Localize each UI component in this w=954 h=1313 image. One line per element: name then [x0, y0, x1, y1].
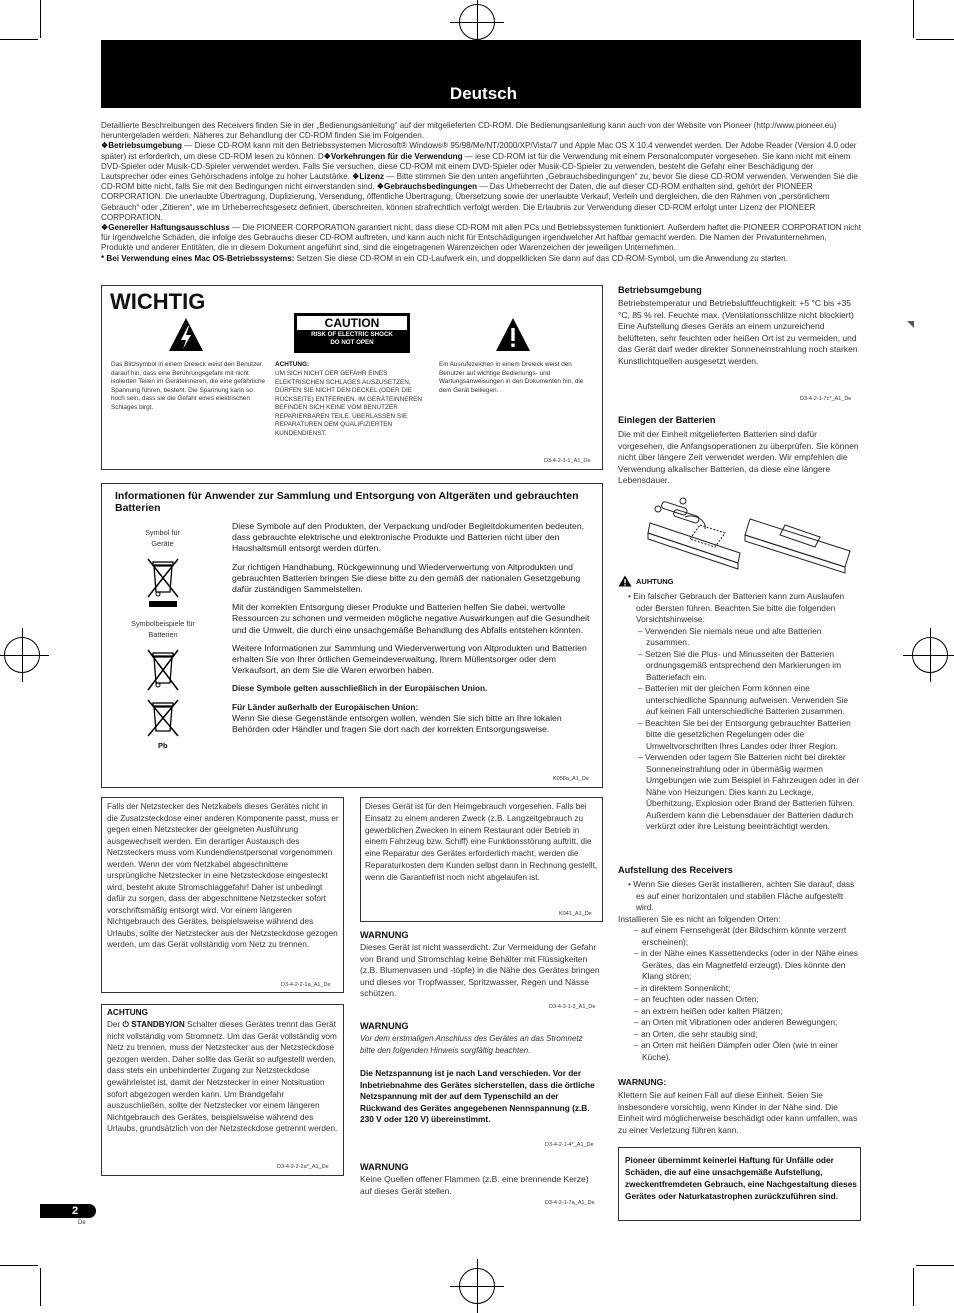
- pb-label: Pb: [158, 741, 168, 750]
- wichtig-code: D3-4-2-1-1_A1_De: [544, 458, 591, 464]
- registration-mark: [912, 637, 948, 673]
- cdrom-intro: [101, 121, 861, 264]
- dash-item: – Beachten Sie bei der Entsorgung gebrauchter Batterien bitte die gesetzlichen Regelungen oder die Umweltvorschriften Ihres Landes oder Ihrer Region.: [638, 717, 851, 751]
- page-lang: De: [78, 1220, 86, 1226]
- caution-label: [294, 313, 410, 353]
- intro-paragraph: Detaillierte Beschreibungen des Receivers finden Sie in der „Bedienungsanleitung“ auf der mitgelieferten CD-ROM. Die Bedienungsanleitung kann auch von der Website von Pioneer (http://www.pioneer.eu) heruntergeladen werden. Näheres zur Behandlung der CD-ROM finden Sie im Folgenden.: [101, 121, 837, 141]
- exclamation-warning-icon: [494, 316, 532, 354]
- aufstellung-intro: Installieren Sie es nicht an folgenden Orten:: [618, 913, 781, 924]
- haftung-text: Pioneer übernimmt keinerlei Haftung für Unfälle oder Schäden, die auf eine unsachgemäße Aufstellung, zweckentfremdeten Gebrauch, eine Nachgestaltung dieses Gerätes oder Naturkatastrophen zurückzuführen sind.: [625, 1155, 857, 1201]
- achtung-text: UM SICH NICHT DER GEFAHR EINES ELEKTRISCHEN SCHLAGES AUSZUSETZEN, DÜRFEN SIE NICHT DEN DECKEL (ODER DIE RÜCKSEITE) ENTFERNEN. IM GERÄTEINNEREN BEFINDEN SICH KEINE VOM BENUTZER REPARIERBAREN TEILE. ÜBERLASSEN SIE REPARATUREN DEM QUALIFIZIERTEN KUNDENDIENST.: [275, 370, 422, 437]
- warning-triangle-icon: [618, 575, 632, 587]
- warnung2-italic: Vor dem erstmaligen Anschluss des Gerätes an das Stromnetz bitte den folgenden Hinweis sorgfältig beachten.: [360, 1034, 583, 1055]
- caution-sub2: DO NOT OPEN: [330, 339, 374, 346]
- page-number-tab: [40, 1204, 96, 1218]
- recycling-p1: Diese Symbole auf den Produkten, der Verpackung und/oder Begleitdokumenten bedeuten, dass gebrauchte elektrische und elektronische Produkte und Batterien nicht über den Haushaltsmüll entsorgt werden dürfen.: [232, 521, 585, 554]
- achtung-title: ACHTUNG:: [275, 361, 310, 368]
- crop-mark: [40, 0, 41, 38]
- warnung1-text: Dieses Gerät ist nicht wasserdicht. Zur Vermeidung der Gefahr von Brand und Stromschlag keine Behälter mit Flüssigkeiten (z.B. Blumenvasen und -töpfe) in die Nähe des Gerätes bringen und dieses vor Tropfwasser, Spritzwasser, Regen und Nässe schützen.: [360, 942, 600, 999]
- language-title: Deutsch: [449, 84, 517, 103]
- wichtig-title: WICHTIG: [110, 289, 206, 314]
- aufstellung-text: [618, 879, 860, 1063]
- warnung3-title: WARNUNG: [360, 1162, 409, 1172]
- margin-marker: [907, 321, 914, 328]
- recycling-p2: Zur richtigen Handhabung, Rückgewinnung und Wiederverwertung von Altprodukten und gebrauchten Batterien bringen Sie diese bitte zu den gemäß der nationalen Gesetzgebung dafür zuständigen Sammelstellen.: [232, 561, 581, 595]
- registration-mark: [4, 637, 40, 673]
- lightning-explanation: Das Blitzsymbol in einem Dreieck weist den Benutzer darauf hin, dass eine Berührungsgefahr mit nicht isolierten Teilen im Geräteinneren, die eine gefährliche Spannung führen, besteht. Die Spannung kann so hoch sein, dass sie die Gefahr eines elektrischen Schlages birgt.: [111, 361, 266, 411]
- aufstellung-item: – an Orten mit heißen Dämpfen oder Ölen (wie in einer Küche).: [634, 1040, 838, 1062]
- auhtung-label: AUHTUNG: [636, 577, 674, 586]
- betrieb-title: Betriebsumgebung: [618, 285, 702, 295]
- recycling-p4: Weitere Informationen zur Sammlung und Wiederverwertung von Altprodukten und Batterien erhalten Sie von Ihrer örtlichen Gemeindeverwaltung, Ihrem Müllentsorger oder dem Verkaufsort, an dem Sie die Waren erworben haben.: [232, 642, 587, 676]
- aufstellung-item: – an Orten mit Vibrationen oder anderen Bewegungen;: [634, 1017, 838, 1027]
- symbol-geraete-label: Symbol für Geräte: [145, 528, 180, 548]
- registration-mark: [459, 1268, 495, 1304]
- remote-battery-illustration: [645, 495, 860, 577]
- heimgebrauch-text: Dieses Gerät ist für den Heimgebrauch vorgesehen. Falls bei Einsatz zu einem anderen Zweck (z.B. Langzeitgebrauch zu gewerblichen Zwecken in einem Restaurant oder Betrieb in einem Fahrzeug bzw. Schiff) eine Funktionsstörung auftritt, die eine Reparatur des Gerätes erforderlich macht, werden die Reparaturkosten dem Kunden selbst dann in Rechnung gestellt, wenn die Garantiefrist noch nicht abgelaufen ist.: [365, 802, 598, 882]
- standby-text: Der ⏻ STANDBY/ON Schalter dieses Gerätes trennt das Gerät nicht vollständig vom Stromnetz. Um das Gerät vollständig vom Netz zu trennen, muss der Netzstecker aus der Netzsteckdose gezogen werden. Daher sollte das Gerät so aufgestellt werden, dass stets ein unbehinderter Zugang zur Netzsteckdose gewährleistet ist, damit der Netzstecker in einer Notsituation sofort abgezogen werden kann. Um Brandgefahr auszuschließen, sollte der Netzstecker vor einem längeren Nichtgebrauch des Gerätes, beispielsweise während des Urlaubs, grundsätzlich von der Netzsteckdose getrennt werden.: [107, 1020, 338, 1134]
- betrieb-code: D3-4-2-1-7c*_A1_De: [800, 396, 852, 402]
- standby-on-label: ⏻ STANDBY/ON: [122, 1020, 185, 1029]
- crossed-bin-icon: [145, 556, 181, 608]
- crop-mark: [913, 1268, 914, 1306]
- intro-mac: * Bei Verwendung eines Mac OS-Betriebssystems: Setzen Sie diese CD-ROM in ein CD-Laufwerk ein, und doppelklicken Sie dann auf das CD-ROM-Symbol, um die Anwendung zu starten.: [101, 253, 788, 263]
- crop-mark: [40, 1268, 41, 1306]
- recycling-p7: Wenn Sie diese Gegenstände entsorgen wollen, wenden Sie sich bitte an Ihre lokalen Behörden oder Händler und fragen Sie dort nach der korrekten Entsorgungsweise.: [232, 712, 562, 735]
- dash-item: – Verwenden oder lagern Sie Batterien nicht bei direkter Sonneneinstrahlung oder in übermäßig warmen Umgebungen wie zum Beispiel in Fahrzeugen oder in der Nähe von Heizungen. Dies kann zu Leckage, Überhitzung, Explosion oder Brand der Batterien führen. Außerdem kann die Lebensdauer der Batterien dadurch verkürzt oder ihre Leistung beeinträchtigt werden.: [638, 752, 860, 831]
- warnung2-bold: Die Netzspannung ist je nach Land verschieden. Vor der Inbetriebnahme des Gerätes sicherstellen, dass die örtliche Netzspannung mit der auf dem Typenschild an der Rückwand des Gerätes angegebenen Nennspannung (z.B. 230 V oder 120 V) übereinstimmt.: [360, 1068, 595, 1125]
- recycling-p3: Mit der korrekten Entsorgung dieser Produkte und Batterien helfen Sie dabei, wertvolle Ressourcen zu schonen und vermeiden mögliche negative Auswirkungen auf die Gesundheit und die Umwelt, die durch eine unsachgemäße Behandlung des Abfalls entstehen könnten.: [232, 602, 590, 635]
- warnung-right-title: WARNUNG:: [618, 1077, 667, 1087]
- crossed-bin-pb-icon: [145, 697, 181, 739]
- dash-item: – Batterien mit der gleichen Form können eine unterschiedliche Spannung aufweisen. Verwenden Sie auf keinen Fall unterschiedliche Batterien zusammen.: [638, 683, 849, 716]
- batterien-text: Die mit der Einheit mitgelieferten Batterien sind dafür vorgesehen, die Anfangsoperationen zu überprüfen. Sie können nicht über längere Zeit verwendet werden. Wir empfehlen die Verwendung alkalischer Batterien, da diese eine längere Lebensdauer.: [618, 429, 859, 486]
- dash-item: – Setzen Sie die Plus- und Minusseiten der Batterien ordnungsgemäß entsprechend den Markierungen im Batteriefach ein.: [638, 648, 842, 682]
- batterien-title: Einlegen der Batterien: [618, 415, 716, 425]
- aufstellung-bullet: • Wenn Sie dieses Gerät installieren, achten Sie darauf, dass es auf einer horizontalen und stabilen Fläche aufgestellt wird.: [628, 879, 855, 912]
- warnung1-title: WARNUNG: [360, 930, 409, 940]
- crop-mark: [916, 1265, 954, 1266]
- dash-item: – Verwenden Sie niemals neue und alte Batterien zusammen.: [638, 625, 822, 647]
- crop-mark: [916, 39, 954, 40]
- registration-mark: [459, 4, 495, 40]
- caution-title: CAUTION: [296, 315, 408, 331]
- standby-title: ACHTUNG: [107, 1008, 148, 1017]
- crop-mark: [0, 39, 38, 40]
- aufstellung-item: – an feuchten oder nassen Orten;: [634, 994, 759, 1004]
- bullet-text: • Ein falscher Gebrauch der Batterien kann zum Auslaufen oder Bersten führen. Beachten Sie bitte die folgenden Vorsichtshinweise:: [628, 591, 845, 624]
- aufstellung-item: – in direktem Sonnenlicht;: [634, 982, 731, 993]
- symbol-batterien-label: Symbolbeispiele für Batterien: [131, 619, 195, 639]
- caution-sub1: RISK OF ELECTRIC SHOCK: [311, 331, 393, 338]
- recycling-p5: Diese Symbole gelten ausschließlich in der Europäischen Union.: [232, 683, 488, 694]
- aufstellung-title: Aufstellung des Receivers: [618, 865, 733, 875]
- standby-code: D3-4-2-2-2a*_A1_De: [277, 1164, 329, 1170]
- crop-mark: [913, 0, 914, 38]
- exclamation-explanation: Ein Ausrufezeichen in einem Dreieck weist den Benutzer auf wichtige Bedienungs- und Wartungsanweisungen in den Dokumenten hin, die dem Gerät beiliegen.: [439, 361, 584, 394]
- batterien-warnings: [622, 591, 860, 833]
- warnung2-title: WARNUNG: [360, 1021, 409, 1031]
- crossed-bin-battery-icon: [145, 647, 181, 693]
- language-header: [101, 40, 861, 108]
- warnung3-text: Keine Quellen offener Flammen (z.B. eine brennende Kerze) auf dieses Gerät stellen.: [360, 1174, 589, 1196]
- aufstellung-item: – an extrem heißen oder kalten Plätzen;: [634, 1005, 783, 1016]
- aufstellung-item: – in der Nähe eines Kassettendecks (oder in der Nähe eines Gerätes, das ein Magnetfeld erzeugt). Dies könnte den Klang stören;: [634, 948, 858, 981]
- lightning-warning-icon: [167, 316, 205, 354]
- aufstellung-item: – an Orten, die sehr staubig sind;: [634, 1028, 758, 1039]
- warnung1-code: D3-4-2-1-3_A1_De: [549, 1004, 596, 1010]
- warnung3-code: D3-4-2-1-7a_A1_De: [545, 1200, 595, 1206]
- intro-conditions: ❖Betriebsumgebung — Diese CD-ROM kann mit den Betriebssystemen Microsoft® Windows® 95/98/Me/NT/2000/XP/Vista/7 und Apple Mac OS X 10.4 verwendet werden. Der Adobe Reader (Version 4.0 oder später) ist erforderlich, um diese CD-ROM lesen zu können. D❖Vorkehrungen für die Verwendung — iese CD-ROM ist für die Verwendung mit einem Personalcomputer vorgesehen. Sie kann nicht mit einem DVD-Spieler oder Musik-CD-Spieler verwendet werden. Falls Sie versuchen, diese CD-ROM mit einem DVD-Spieler oder Musik-CD-Spieler zu verwenden, besteht die Gefahr einer Beschädigung der Lautsprecher oder eines Gehörschadens infolge zu hoher Lautstärke. ❖Lizenz — Bitte stimmen Sie den unten angeführten „Gebrauchsbedingungen“ zu, bevor Sie diese CD-ROM verwenden. Verwenden Sie die CD-ROM bitte nicht, falls Sie mit den Bedingungen nicht einverstanden sind. ❖Gebrauchsbedingungen — Das Urheberrecht der Daten, die auf dieser CD-ROM enthalten sind, gehört der PIONEER CORPORATION. Die unerlaubte Übertragung, Duplizierung, Versendung, öffentliche Übertragung, Übersetzung sowie der unerlaubte Verkauf, Verleih und dergleichen, die den Rahmen von „persönlichem Gebrauch“ oder „Zitieren“, wie im Urheberrechtsgesetz definiert, überschreiten, können strafrechtlich verfolgt werden. Die Erlaubnis zur Verwendung dieser CD-ROM erfolgt unter Lizenz der PIONEER CORPORATION.: [101, 141, 858, 222]
- recycling-p6: Für Länder außerhalb der Europäischen Union:: [232, 701, 419, 712]
- intro-disclaimer: ❖Genereller Haftungsausschluss — Die PIONEER CORPORATION garantiert nicht, dass diese CD-ROM mit allen PCs und Betriebssystemen funktioniert. Außerdem haftet die PIONEER CORPORATION nicht für irgendwelche Schäden, die infolge des Gebrauchs dieser CD-ROM auftreten, und kann auch nicht für Entschädigungen irgendwelcher Art haftbar gemacht werden. Die Namen der Privatunternehmen, Produkte und anderer Entitäten, die in diesem Dokument angeführt sind, sind die eingetragenen Warenzeichen oder Warenzeichen der jeweiligen Unternehmen.: [101, 223, 861, 253]
- warnung-right-text: Klettern Sie auf keinen Fall auf diese Einheit. Seien Sie insbesondere vorsichtig, wenn Kinder in der Nähe sind. Die Einheit wird möglicherweise beschädigt oder kann umfallen, was zu einer Verletzung führen kann.: [618, 1090, 858, 1135]
- recycling-title: Informationen für Anwender zur Sammlung und Entsorgung von Altgeräten und gebrauchten Batterien: [115, 490, 579, 514]
- crop-mark: [0, 1265, 38, 1266]
- netzstecker-code: D3-4-2-2-1a_A1_De: [281, 982, 331, 988]
- warnung2-code: D3-4-2-1-4*_A1_De: [545, 1142, 594, 1148]
- heimgebrauch-code: K041_A1_De: [559, 911, 592, 917]
- recycling-text: [232, 521, 592, 735]
- recycling-code: K058a_A1_De: [553, 776, 589, 782]
- aufstellung-item: – auf einem Fernsehgerät (der Bildschirm könnte verzerrt erscheinen);: [634, 925, 847, 947]
- betrieb-text: Betriebstemperatur und Betriebsluftfeuchtigkeit: +5 °C bis +35 °C, 85 % rel. Feuchte max. (Ventilationsschlitze nicht blockiert) Eine Aufstellung dieses Geräts an einem unzureichend belüfteten, sehr feuchten oder heißen Ort ist zu vermeiden, und das Gerät darf weder direkter Sonneneinstrahlung noch starken Kunstlichtquellen ausgesetzt werden.: [618, 298, 858, 366]
- netzstecker-text: Falls der Netzstecker des Netzkabels dieses Gerätes nicht in die Zusatzsteckdose einer anderen Komponente passt, muss er gegen einen Netzstecker der geeigneten Ausführung ausgewechselt werden. Ein derartiger Austausch des Netzsteckers muss vom Kundendienstpersonal vorgenommen werden. Wenn der vom Netzkabel abgeschnittene ursprüngliche Netzstecker in eine Netzsteckdose eingesteckt wird, besteht akute Stromschlaggefahr! Daher ist unbedingt dafür zu sorgen, dass der abgeschnittene Netzstecker sofort vorschriftsmäßig entsorgt wird. Vor einem längeren Nichtgebrauch des Gerätes, beispielsweise während des Urlaubs, sollte der Netzstecker aus der Netzsteckdose gezogen werden, um das Gerät vollständig vom Netz zu trennen.: [107, 802, 339, 949]
- page-number: 2: [72, 1205, 79, 1217]
